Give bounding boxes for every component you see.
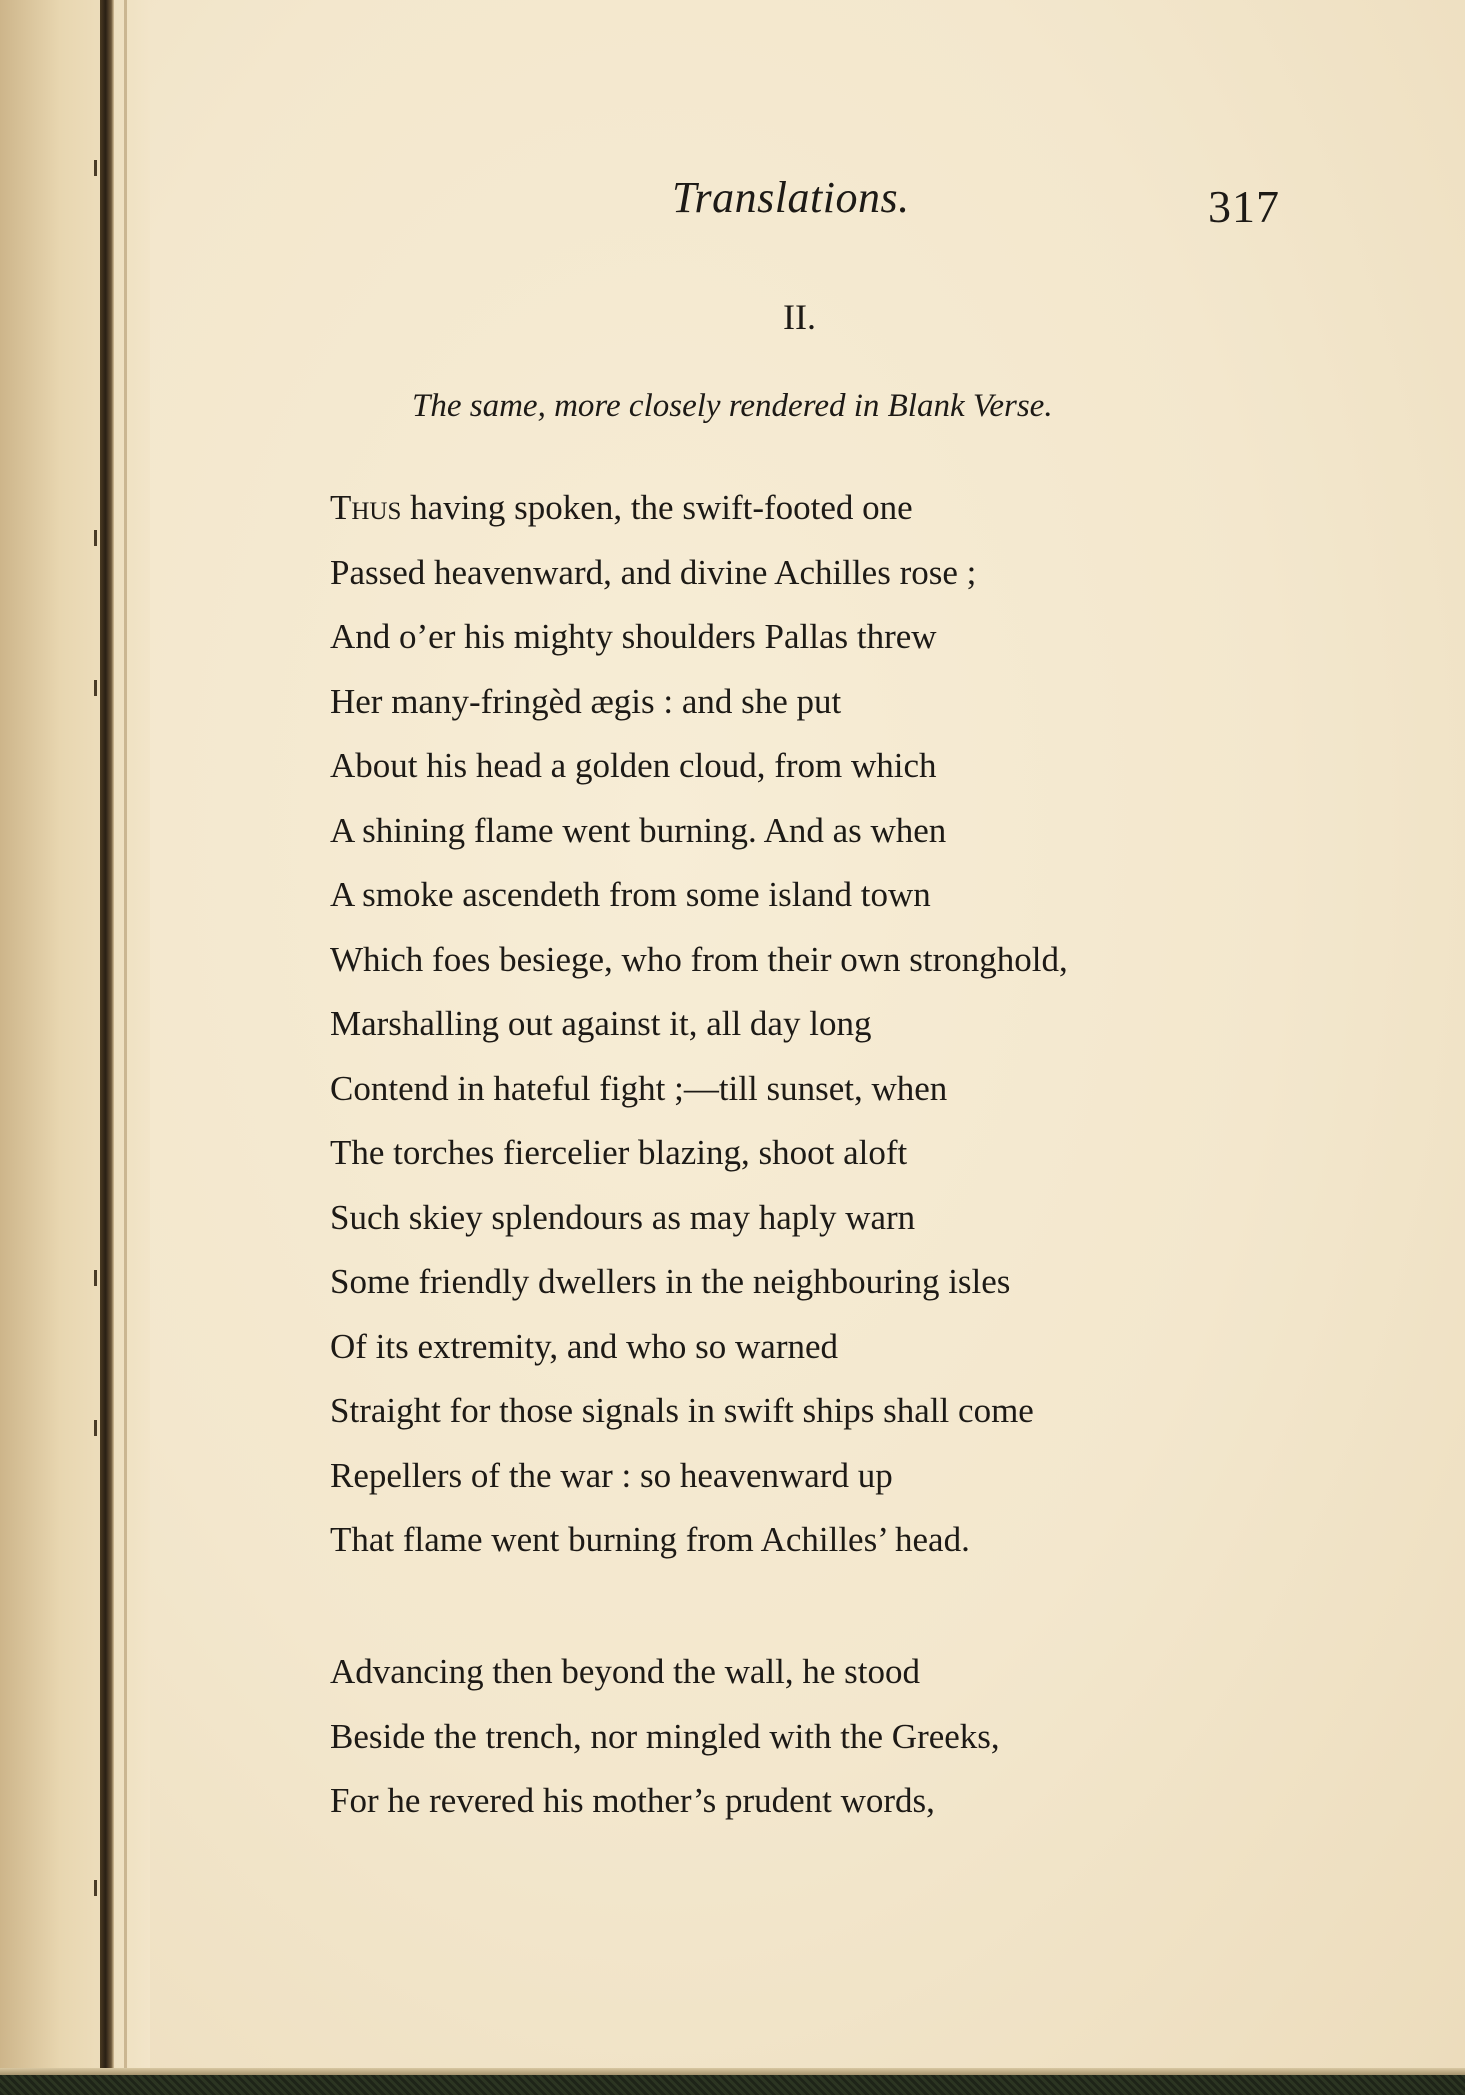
poem-line: The torches fiercelier blazing, shoot aloft xyxy=(330,1133,908,1172)
poem-stanza-2 xyxy=(330,1640,1000,1834)
section-subtitle: The same, more closely rendered in Blank Verse. xyxy=(412,388,1053,424)
gutter-edge xyxy=(124,0,127,2075)
binding-thread-mark xyxy=(94,1880,97,1896)
first-line-rest: having spoken, the swift-footed one xyxy=(401,488,913,527)
poem-line: Straight for those signals in swift ships shall come xyxy=(330,1391,1034,1430)
first-word: Thus xyxy=(330,488,402,527)
poem-line: About his head a golden cloud, from which xyxy=(330,746,937,785)
poem-line: Such skiey splendours as may haply warn xyxy=(330,1197,916,1237)
book-cover-cloth xyxy=(0,2075,1465,2095)
binding-thread-mark xyxy=(94,1270,97,1286)
binding-thread-mark xyxy=(94,160,97,176)
binding-thread-mark xyxy=(94,530,97,546)
poem-line: Advancing then beyond the wall, he stood xyxy=(330,1652,921,1691)
poem-line: Passed heavenward, and divine Achilles rose ; xyxy=(330,552,977,592)
running-head: Translations. xyxy=(672,173,910,222)
poem-stanza-1 xyxy=(330,476,1068,1573)
poem-line: Marshalling out against it, all day long xyxy=(330,1004,872,1043)
poem-line xyxy=(330,476,1068,541)
section-number: II. xyxy=(783,297,816,337)
poem-line: Beside the trench, nor mingled with the Greeks, xyxy=(330,1716,1000,1756)
page-bottom-edge xyxy=(0,2068,1465,2075)
poem-line: And o’er his mighty shoulders Pallas threw xyxy=(330,617,937,656)
poem-line: A shining flame went burning. And as when xyxy=(330,810,947,850)
poem-line: For he revered his mother’s prudent words, xyxy=(330,1781,935,1820)
poem-line: That flame went burning from Achilles’ head. xyxy=(330,1520,970,1559)
poem-line: Some friendly dwellers in the neighbouring isles xyxy=(330,1262,1011,1301)
poem-line: Which foes besiege, who from their own stronghold, xyxy=(330,939,1068,979)
book-gutter xyxy=(100,0,114,2075)
binding-thread-mark xyxy=(94,1420,97,1436)
poem-line: Contend in hateful fight ;—till sunset, when xyxy=(330,1068,948,1108)
binding-thread-mark xyxy=(94,680,97,696)
poem-line: Her many-fringèd ægis : and she put xyxy=(330,681,842,721)
spine-shadow xyxy=(0,0,150,2075)
poem-line: Repellers of the war : so heavenward up xyxy=(330,1455,893,1495)
poem-line: Of its extremity, and who so warned xyxy=(330,1326,839,1366)
poem-line: A smoke ascendeth from some island town xyxy=(330,875,931,914)
page-number: 317 xyxy=(1208,181,1280,232)
